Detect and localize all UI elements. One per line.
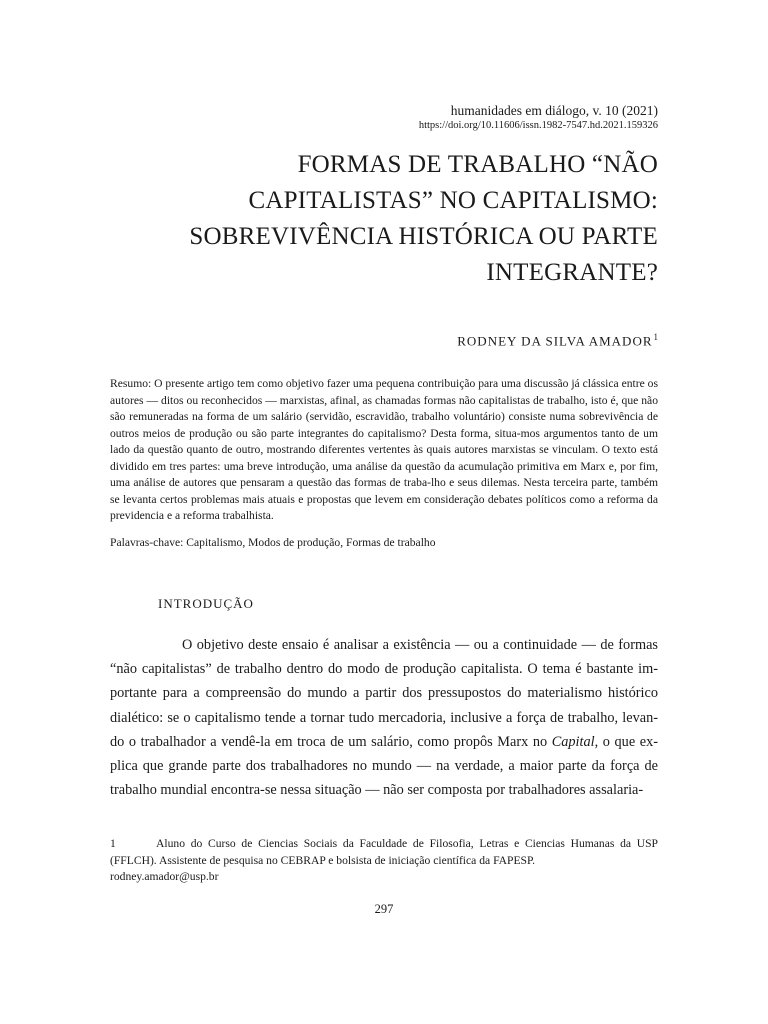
title-line-3: SOBREVIVÊNCIA HISTÓRICA OU PARTE [189, 223, 658, 250]
abstract-paragraph: Resumo: O presente artigo tem como objetivo fazer uma pequena contribuição para uma discussão já clássica entre os autores — ditos ou reconhecidos — marxistas, afinal, as chamadas formas não capitalistas de trabalho, isto é, que não são remuneradas na forma de um salário (servidão, escravidão, trabalho voluntário) consiste numa sobrevivência de outros meios de produção ou são parte integrantes do capitalismo? Desta forma, situa-mos argumentos tanto de um lado da questão quanto de outro, mostrando diferentes vertentes às quais autores marxistas se vinculam. O texto está dividido em tres partes: uma breve introdução, uma análise da questão da acumulação primitiva em Marx e, por fim, uma análise de autores que pensaram a questão das formas de traba-lho e seus dilemas. Nesta terceira parte, também se levanta certos problemas mais atuais e propostas que levem em consideração debates políticos como a reforma da previdencia e a reforma trabalhista. [110, 377, 658, 522]
keywords-line: Palavras-chave: Capitalismo, Modos de produção, Formas de trabalho [110, 536, 436, 549]
section-heading-introducao: INTRODUÇÃO [158, 596, 254, 611]
footnote-text: Aluno do Curso de Ciencias Sociais da Faculdade de Filosofia, Letras e Ciencias Humanas da USP (FFLCH). Assistente de pesquisa no CEBRAP e bolsista de iniciação científica da FAPESP. [110, 837, 658, 867]
author-name: RODNEY DA SILVA AMADOR [457, 333, 653, 349]
intro-text-part-1: O objetivo deste ensaio é analisar a existência — ou a continuidade — de formas “não capitalistas” de trabalho dentro do modo de produção capitalista. O tema é bastante im-portante para a compreensão do mundo a partir dos pressupostos do materialismo histórico dialético: se o capitalismo tende a tornar tudo mercadoria, inclusive a força de trabalho, levan-do o trabalhador a vendê-la em troca de um salário, como propôs Marx no [110, 637, 658, 750]
author-footnote-ref[interactable]: 1 [653, 332, 658, 342]
intro-text-part-2: , o que ex-plica que grande parte dos trabalhadores no mundo — na verdade, a maior parte da força de trabalho mundial encontra-se nessa situação — não ser composta por trabalhadores assalaria- [110, 733, 658, 799]
journal-header [419, 103, 658, 133]
title-line-2: CAPITALISTAS” NO CAPITALISMO: [248, 187, 658, 214]
doi-link[interactable]: https://doi.org/10.11606/issn.1982-7547.hd.2021.159326 [418, 120, 658, 131]
title-line-1: FORMAS DE TRABALHO “NÃO [297, 151, 658, 178]
journal-citation: humanidades em diálogo, v. 10 (2021) [450, 103, 658, 118]
intro-italic-capital: Capital [551, 733, 595, 750]
footnote-number: 1 [110, 837, 116, 850]
title-line-4: INTEGRANTE? [486, 259, 658, 286]
footnote-1 [110, 836, 658, 886]
intro-paragraph [110, 633, 658, 802]
author-byline [457, 332, 658, 349]
author-email[interactable]: rodney.amador@usp.br [110, 870, 219, 883]
page-number: 297 [374, 902, 394, 916]
article-title [138, 147, 658, 291]
